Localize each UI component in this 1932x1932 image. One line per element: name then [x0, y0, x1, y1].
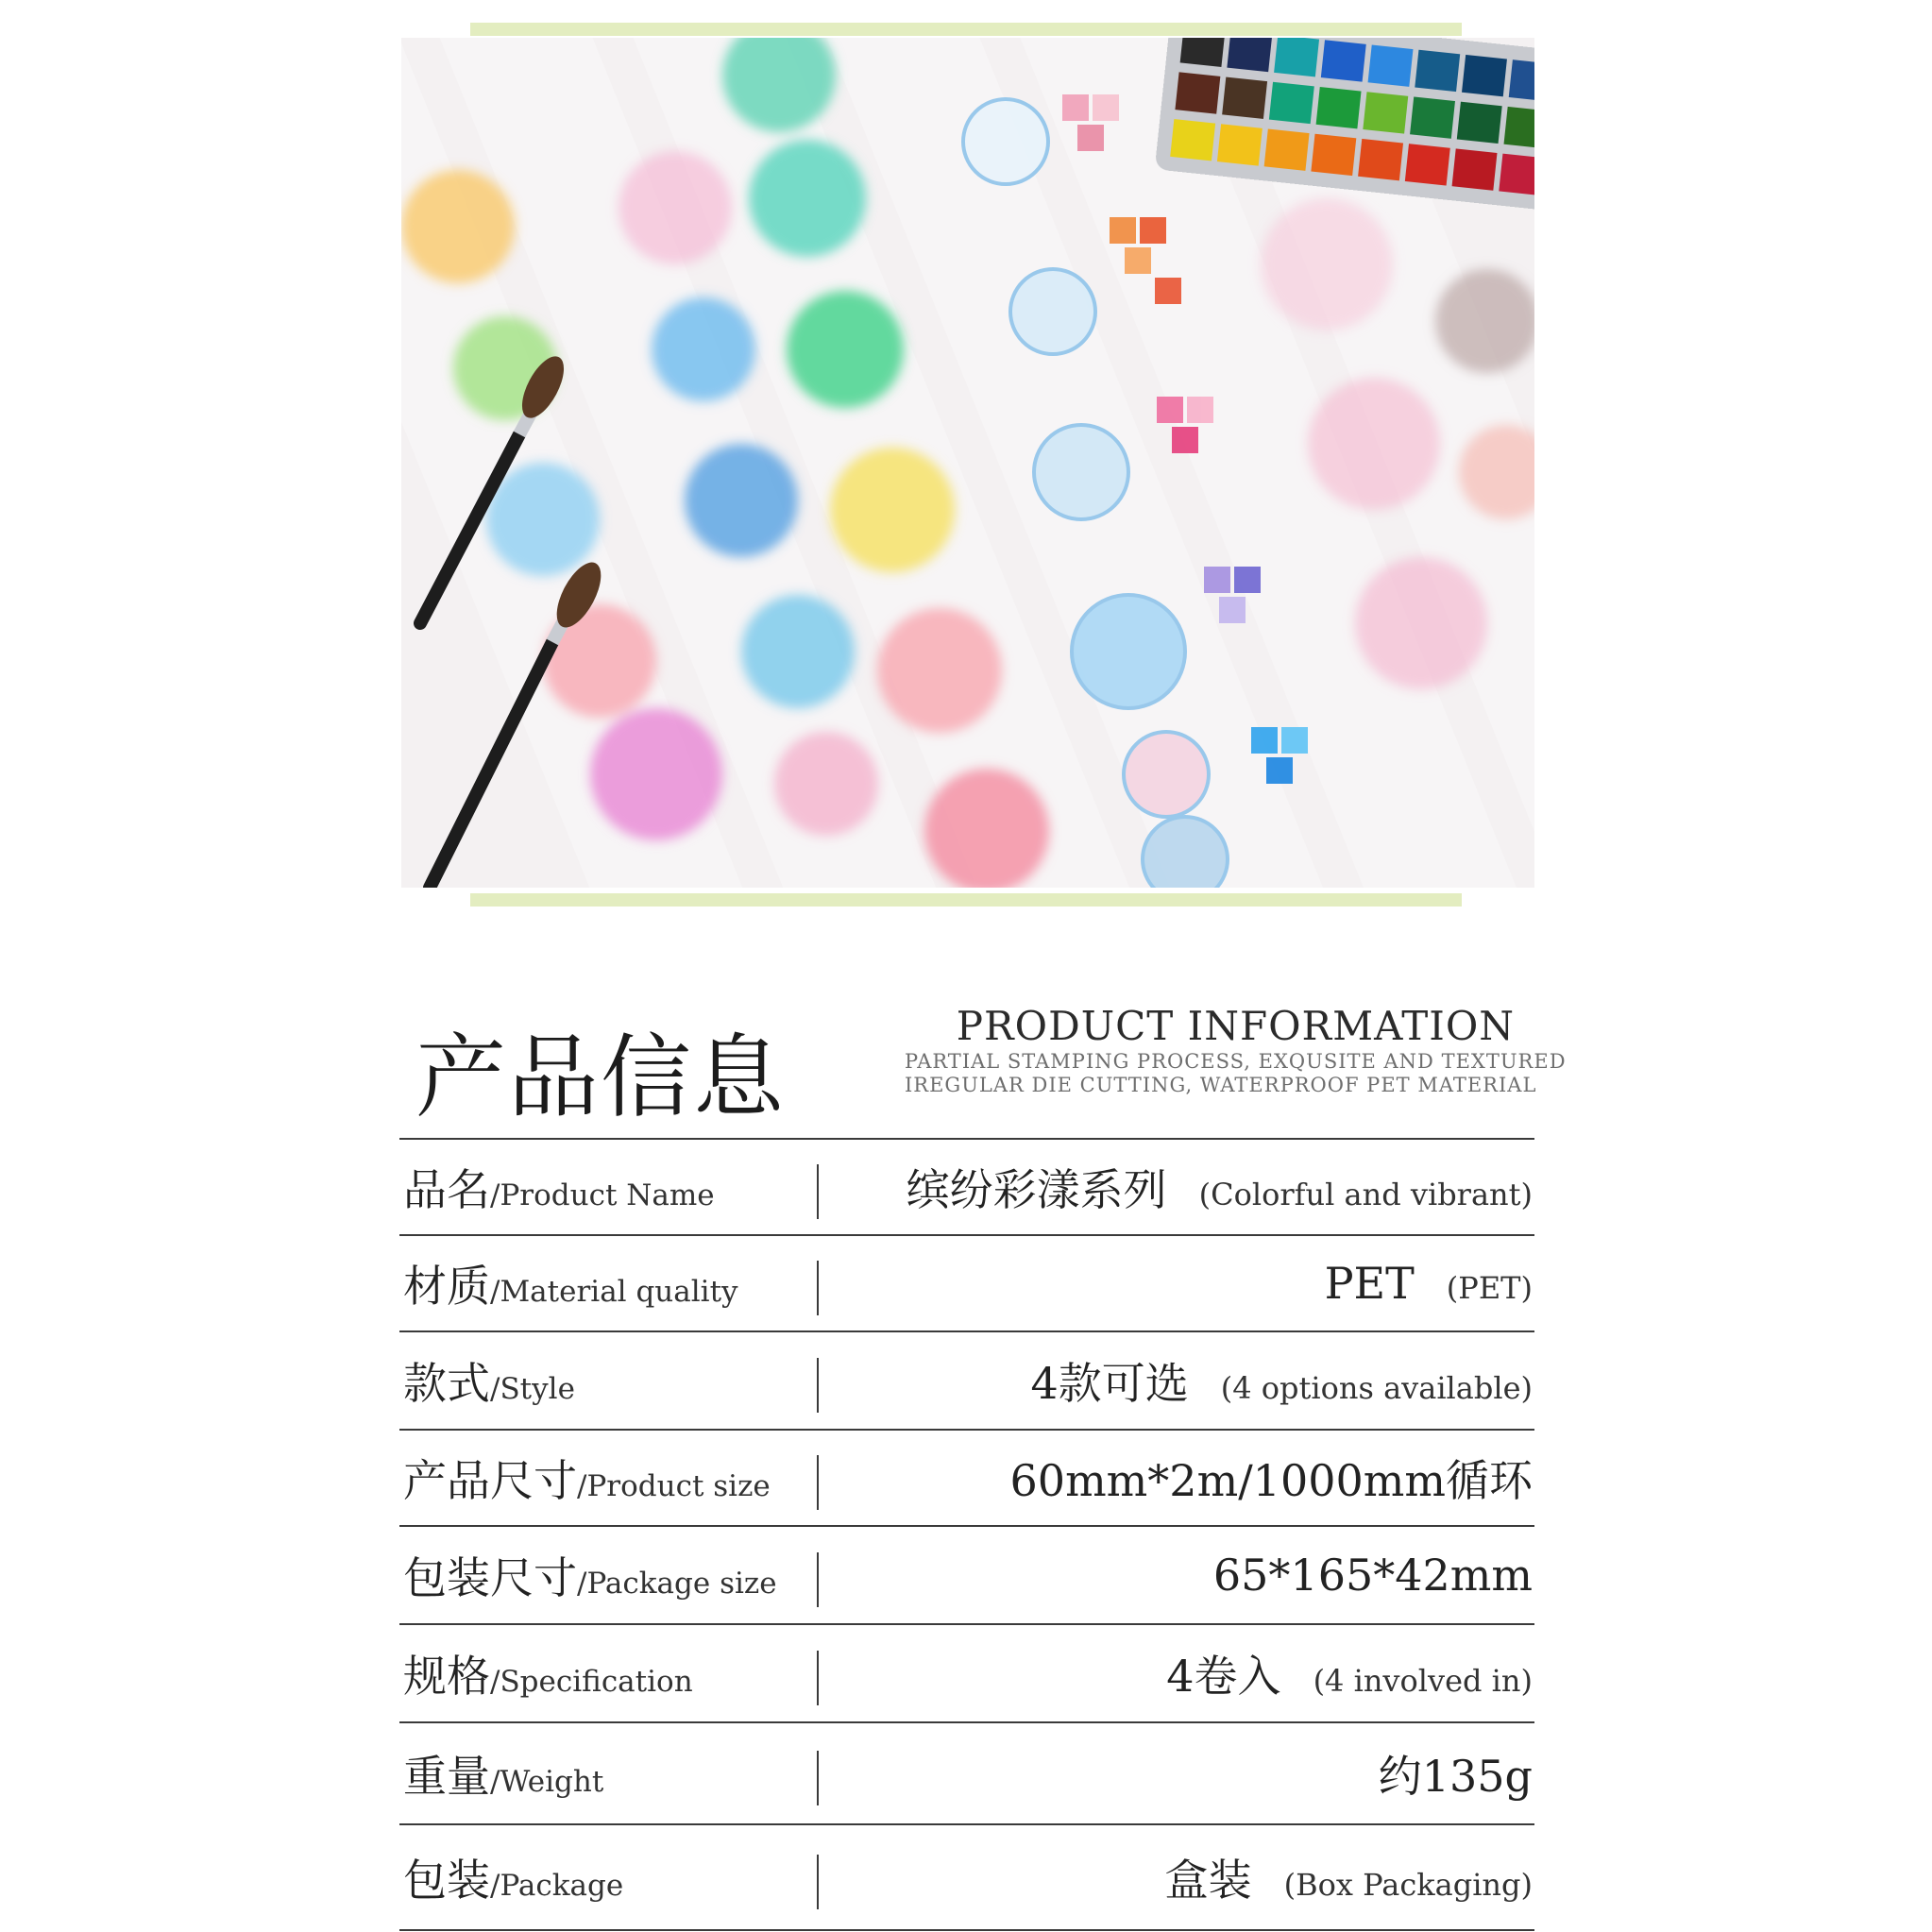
- spec-label: 包装/Package: [403, 1855, 624, 1906]
- spec-row-material: [399, 1236, 1534, 1332]
- spec-value: 60mm*2m/1000mm循环: [1009, 1455, 1533, 1506]
- section-title-cn: 产品信息: [415, 1025, 786, 1130]
- spec-value: 4款可选 (4 options available): [1030, 1358, 1533, 1409]
- washi-tape-illustration: [401, 38, 1534, 888]
- spec-row-style: [399, 1332, 1534, 1431]
- section-subtitle-line1: PARTIAL STAMPING PROCESS, EXQUSITE AND TEXTURED: [905, 1050, 1567, 1073]
- section-title-en: PRODUCT INFORMATION: [956, 1003, 1515, 1049]
- spec-row-package: [399, 1825, 1534, 1931]
- section-subtitle-line2: IREGULAR DIE CUTTING, WATERPROOF PET MATERIAL: [905, 1074, 1537, 1096]
- spec-label: 包装尺寸/Package size: [403, 1552, 777, 1603]
- spec-row-package-size: [399, 1527, 1534, 1625]
- product-photo: [401, 38, 1534, 888]
- spec-label: 品名/Product Name: [403, 1164, 715, 1215]
- spec-label: 产品尺寸/Product size: [403, 1455, 771, 1506]
- spec-table: [399, 1138, 1534, 1931]
- spec-value: 盒装 (Box Packaging): [1164, 1855, 1533, 1906]
- spec-label: 规格/Specification: [403, 1651, 693, 1702]
- accent-bar-top: [470, 23, 1462, 36]
- spec-value: 缤纷彩漾系列 (Colorful and vibrant): [906, 1164, 1533, 1215]
- spec-row-product-name: [399, 1140, 1534, 1236]
- spec-label: 款式/Style: [403, 1358, 575, 1409]
- spec-label: 材质/Material quality: [403, 1261, 738, 1312]
- spec-row-weight: [399, 1723, 1534, 1825]
- spec-row-product-size: [399, 1431, 1534, 1527]
- spec-label: 重量/Weight: [403, 1751, 604, 1802]
- accent-bar-bottom: [470, 893, 1462, 907]
- spec-value: 4卷入 (4 involved in): [1166, 1651, 1533, 1702]
- spec-value: 65*165*42mm: [1212, 1550, 1533, 1601]
- spec-value: PET (PET): [1324, 1258, 1533, 1309]
- spec-row-specification: [399, 1625, 1534, 1723]
- spec-value: 约135g: [1378, 1751, 1533, 1802]
